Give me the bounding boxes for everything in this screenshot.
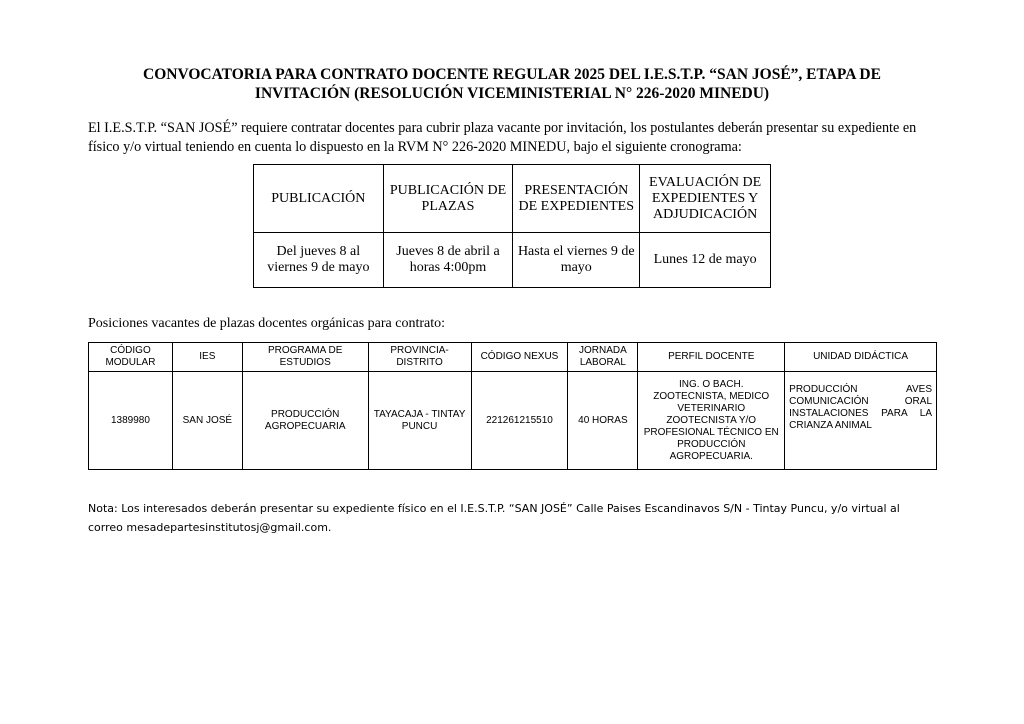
codigo-nexus-cell: 221261215510 [471,372,568,470]
ies-cell: SAN JOSÉ [172,372,242,470]
vacancies-header-row [89,343,937,372]
schedule-cell: Lunes 12 de mayo [640,233,771,288]
programa-cell: PRODUCCIÓN AGROPECUARIA [242,372,368,470]
schedule-header-cell: PUBLICACIÓN DE PLAZAS [383,165,513,233]
note-paragraph: Nota: Los interesados deberán presentar su expediente físico en el I.E.S.T.P. “SAN JOSÉ” Calle Paises Escandinavos S/N - Tintay Puncu, y/o virtual al correo mesadepartesinstitutosj@gmail.com. [88,502,900,534]
title-line-2: INVITACIÓN (RESOLUCIÓN VICEMINISTERIAL N° 226-2020 MINEDU) [254,85,770,102]
schedule-cell: Del jueves 8 al viernes 9 de mayo [254,233,384,288]
vacancies-header-cell: PROVINCIA-DISTRITO [368,343,471,372]
vacancies-subtitle: Posiciones vacantes de plazas docentes orgánicas para contrato: [88,316,445,331]
schedule-header-cell: EVALUACIÓN DE EXPEDIENTES Y ADJUDICACIÓN [640,165,771,233]
unidad-didactica-cell: PRODUCCIÓN AVES COMUNICACIÓN ORAL INSTALACIONES PARA LA CRIANZA ANIMAL [785,372,937,470]
provincia-distrito-cell: TAYACAJA - TINTAY PUNCU [368,372,471,470]
title-line-1: CONVOCATORIA PARA CONTRATO DOCENTE REGULAR 2025 DEL I.E.S.T.P. “SAN JOSÉ”, ETAPA DE [143,66,881,83]
vacancies-header-cell: UNIDAD DIDÁCTICA [785,343,937,372]
vacancies-header-cell: CÓDIGO NEXUS [471,343,568,372]
intro-paragraph: El I.E.S.T.P. “SAN JOSÉ” requiere contratar docentes para cubrir plaza vacante por invitación, los postulantes deberán presentar su expediente en físico y/o virtual teniendo en cuenta lo dispuesto en la RVM N° 226-2020 MINEDU, bajo el siguiente cronograma: [88,120,917,155]
vacancies-header-cell: PERFIL DOCENTE [638,343,785,372]
vacancies-table [88,342,937,470]
schedule-table [253,164,771,288]
perfil-docente-cell: ING. O BACH. ZOOTECNISTA, MEDICO VETERINARIO ZOOTECNISTA Y/O PROFESIONAL TÉCNICO EN PRODUCCIÓN AGROPECUARIA. [638,372,785,470]
schedule-cell: Hasta el viernes 9 de mayo [513,233,640,288]
jornada-cell: 40 HORAS [568,372,638,470]
vacancies-header-cell: PROGRAMA DE ESTUDIOS [242,343,368,372]
codigo-modular-cell: 1389980 [89,372,173,470]
vacancies-header-cell: JORNADA LABORAL [568,343,638,372]
schedule-row [254,233,771,288]
vacancies-header-cell: CÓDIGO MODULAR [89,343,173,372]
schedule-cell: Jueves 8 de abril a horas 4:00pm [383,233,513,288]
schedule-header-cell: PRESENTACIÓN DE EXPEDIENTES [513,165,640,233]
document-title [86,65,938,103]
schedule-header-cell: PUBLICACIÓN [254,165,384,233]
vacancies-header-cell: IES [172,343,242,372]
table-row [89,372,937,470]
schedule-header-row [254,165,771,233]
